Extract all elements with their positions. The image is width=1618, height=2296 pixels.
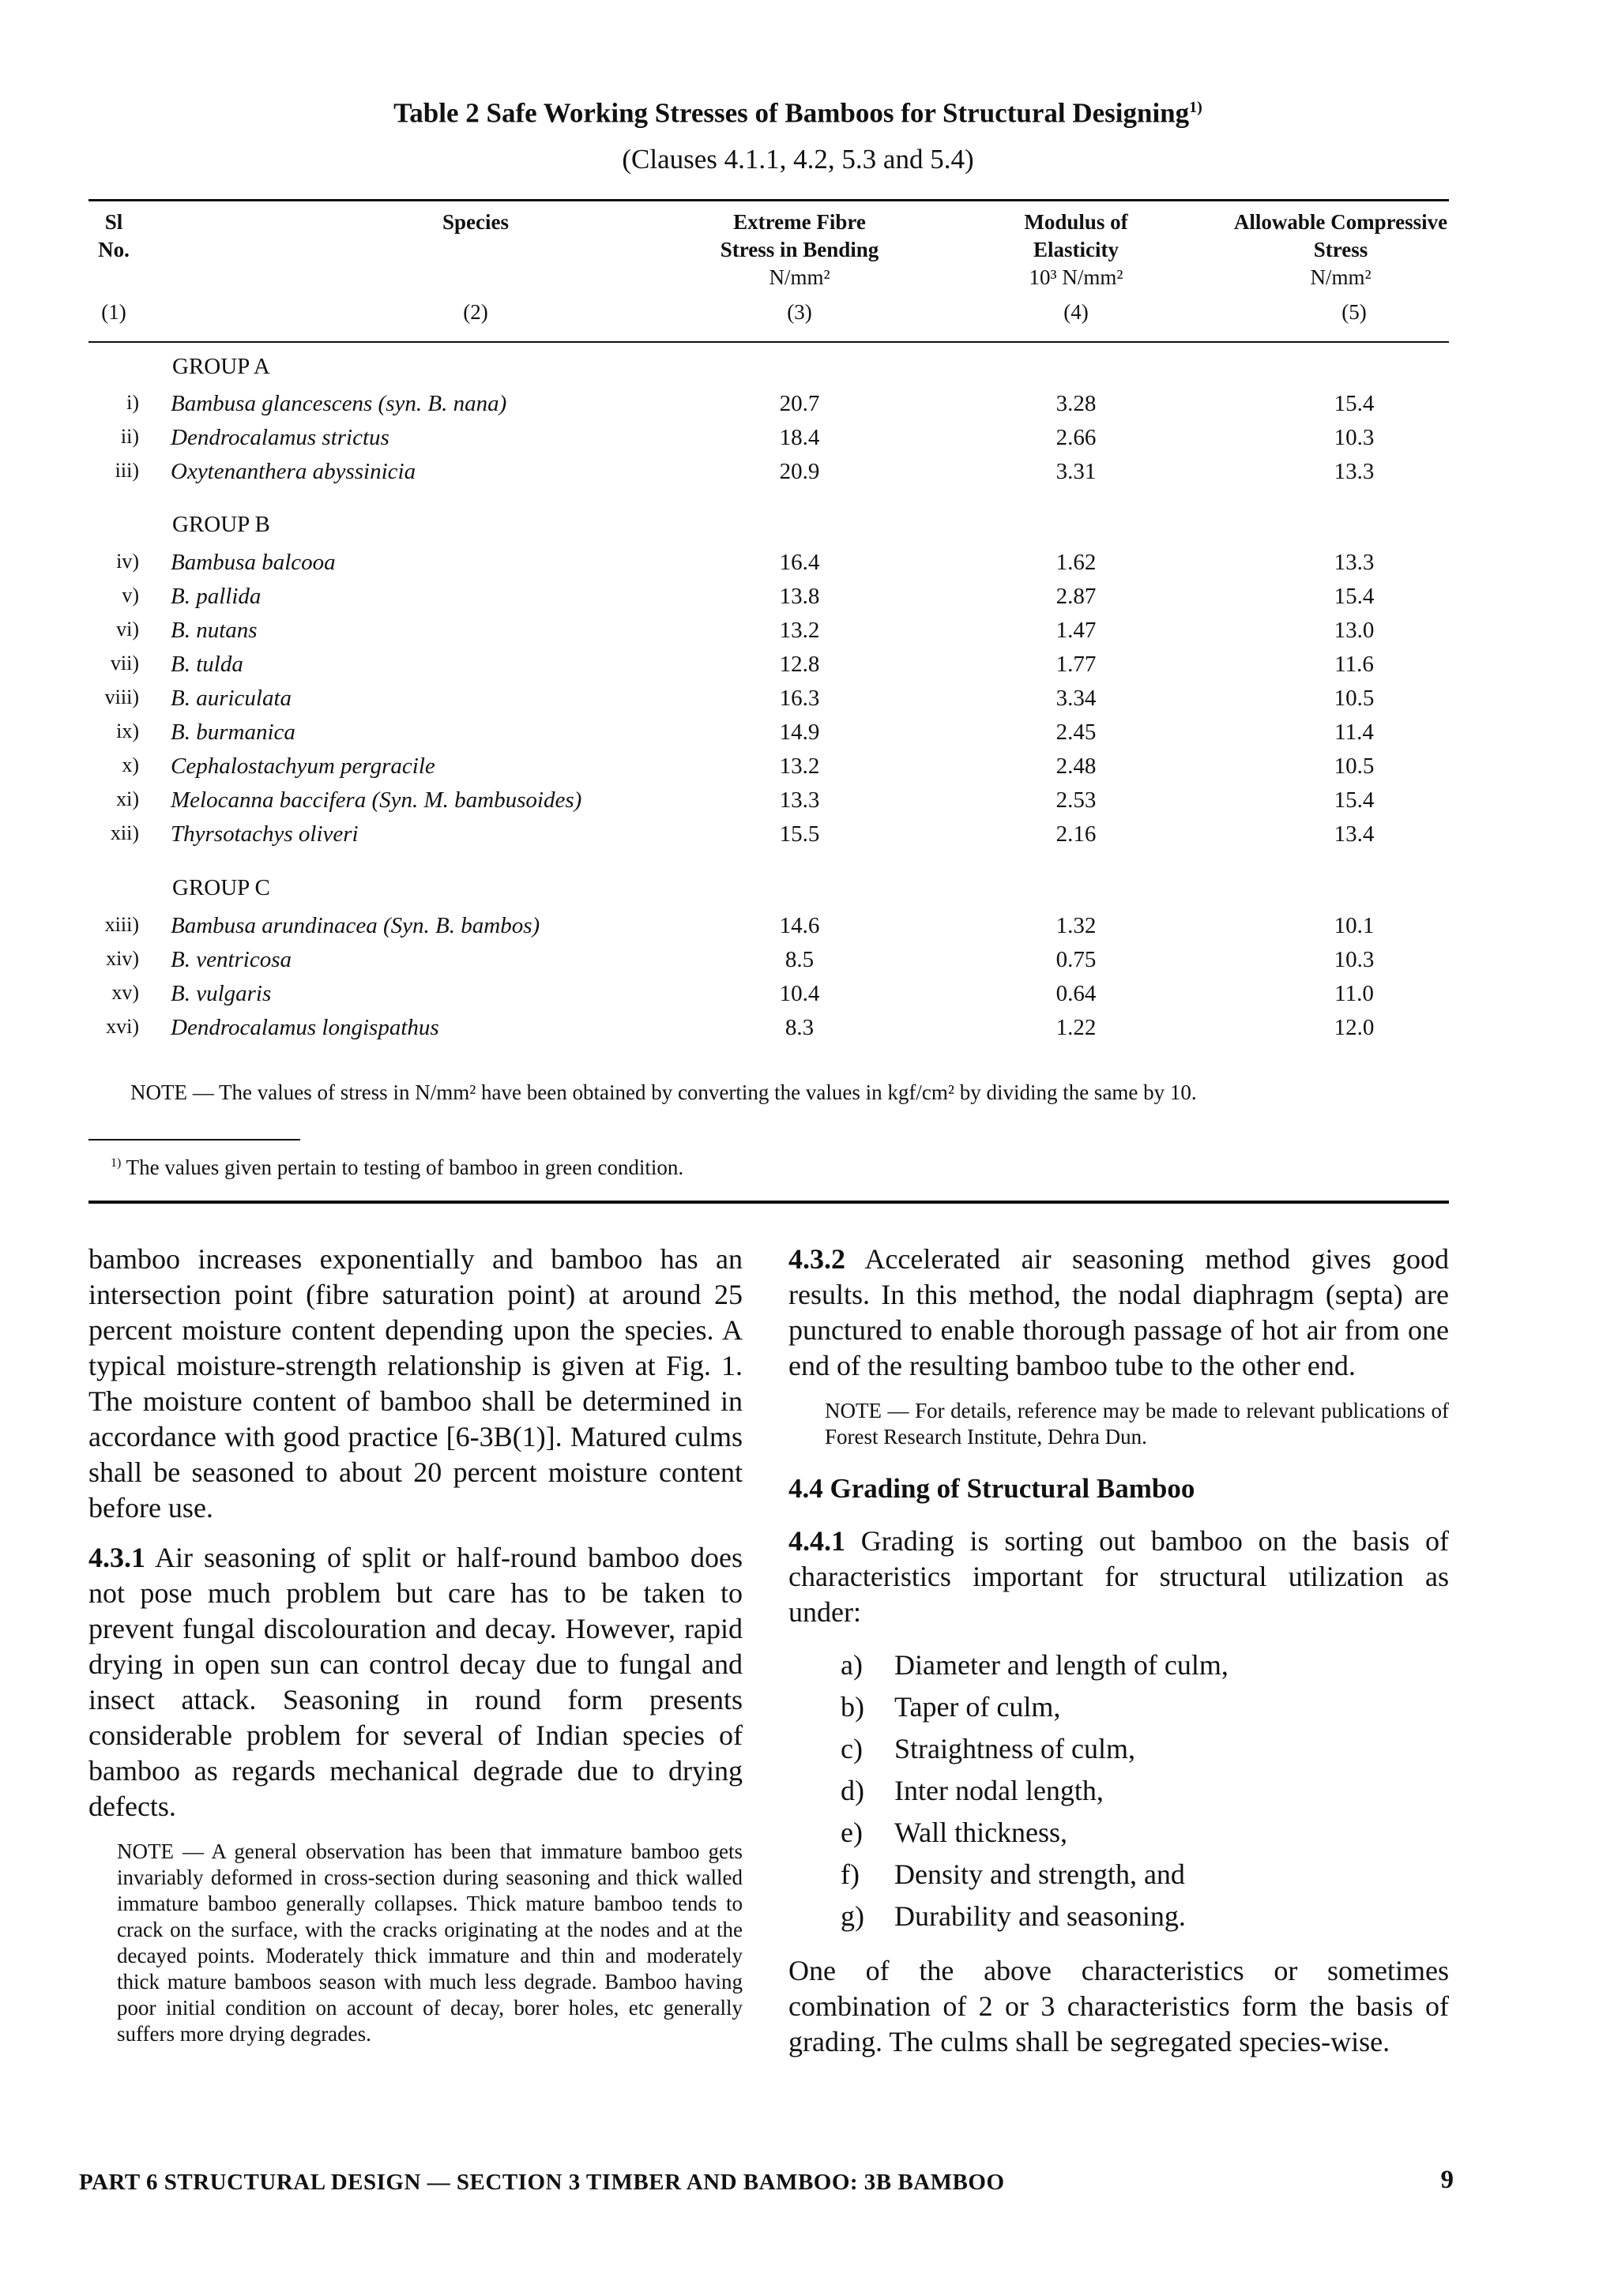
- row-elasticity: 0.64: [1055, 981, 1097, 1006]
- table-row: [88, 686, 1449, 717]
- note-forest-research: NOTE — For details, reference may be made to relevant publications of Forest Research Institute, Dehra Dun.: [825, 1399, 1449, 1449]
- list-marker: f): [841, 1858, 860, 1890]
- row-sl: viii): [104, 686, 139, 708]
- page-number: 9: [1440, 2166, 1454, 2194]
- list-marker: d): [841, 1775, 864, 1806]
- paragraph-text: Accelerated air seasoning method gives good results. In this method, the nodal diaphragm (septa) are punctured to enable thorough passage of hot air from one end of the resulting bamboo tube to the other end.: [788, 1243, 1450, 1381]
- row-compressive: 12.0: [1334, 1015, 1375, 1040]
- row-bending: 12.8: [779, 652, 820, 677]
- table-row: [88, 947, 1449, 979]
- table-top-rule: [88, 199, 1449, 201]
- paragraph-text: Air seasoning of split or half-round bamboo does not pose much problem but care has to be taken to prevent fungal discolouration and decay. However, rapid drying in open sun can control decay due to fungal and insect attack. Seasoning in round form presents considerable problem for several of Indian species of bamboo as regards mechanical degrade due to drying defects.: [88, 1542, 743, 1822]
- row-elasticity: 3.28: [1055, 391, 1097, 416]
- header-compressive: [1226, 209, 1455, 291]
- table-row: [88, 787, 1449, 819]
- paragraph-4-3-1: [88, 1540, 743, 1824]
- row-bending: 13.3: [779, 787, 820, 813]
- row-sl: xv): [111, 981, 139, 1004]
- row-species: B. pallida: [171, 584, 262, 609]
- table-row: [88, 720, 1449, 751]
- row-compressive: 11.4: [1334, 720, 1374, 745]
- row-elasticity: 2.66: [1055, 425, 1097, 450]
- note-immature-bamboo: NOTE — A general observation has been that immature bamboo gets invariably deformed in cross-section during seasoning and thick walled immature bamboo generally collapses. Thick mature bamboo tends to crack on the surface, with the cracks originating at the nodes and at the decayed points. Moderately thick immature and thin and moderately thick mature bamboos season with much less degrade. Bamboo having poor initial condition on account of decay, borer holes, etc generally suffers more drying degrades.: [117, 1839, 743, 2046]
- table-row: [88, 1015, 1449, 1047]
- list-item: [788, 1896, 1449, 1937]
- row-elasticity: 3.31: [1055, 459, 1097, 484]
- list-item: [788, 1770, 1449, 1812]
- row-species: B. ventricosa: [171, 947, 292, 972]
- header-bending-label: Extreme Fibre Stress in Bending: [720, 210, 879, 261]
- table-row: [88, 618, 1449, 649]
- paragraph-4-4-1: [788, 1524, 1449, 1630]
- paragraph-grading-basis: One of the above characteristics or sometimes combination of 2 or 3 characteristics form the basis of grading. The culms shall be segregated species-wise.: [788, 1955, 1449, 2057]
- row-bending: 20.9: [779, 459, 820, 484]
- clause-number: 4.3.2: [788, 1243, 845, 1275]
- table-title: [87, 88, 1509, 133]
- row-sl: iii): [115, 459, 139, 482]
- row-elasticity: 2.53: [1055, 787, 1097, 813]
- row-compressive: 10.5: [1334, 686, 1375, 711]
- list-text: Taper of culm,: [894, 1691, 1061, 1723]
- table-title-text: Table 2 Safe Working Stresses of Bamboos for Structural Designing: [393, 97, 1190, 129]
- col-number-2: (2): [463, 300, 488, 324]
- list-marker: b): [841, 1691, 864, 1723]
- table-clauses: (Clauses 4.1.1, 4.2, 5.3 and 5.4): [622, 143, 974, 175]
- row-elasticity: 1.47: [1055, 618, 1097, 643]
- right-column: [788, 1242, 1449, 2074]
- col-number-5: (5): [1341, 300, 1367, 324]
- row-elasticity: 1.62: [1055, 550, 1097, 575]
- header-bending-unit: N/mm²: [769, 265, 830, 289]
- group-heading: GROUP C: [172, 875, 270, 900]
- list-text: Straightness of culm,: [894, 1733, 1135, 1764]
- row-bending: 16.4: [779, 550, 820, 575]
- paragraph-text: Grading is sorting out bamboo on the basis of characteristics important for structural utilization as under:: [788, 1525, 1450, 1628]
- row-bending: 15.5: [779, 821, 820, 847]
- row-sl: x): [122, 753, 139, 776]
- clause-number: 4.4.1: [788, 1525, 845, 1557]
- row-species: B. vulgaris: [171, 981, 272, 1006]
- list-text: Diameter and length of culm,: [894, 1649, 1229, 1681]
- list-item: [788, 1644, 1449, 1686]
- table-row: [88, 391, 1449, 423]
- header-sl: Sl No.: [98, 210, 130, 261]
- list-text: Durability and seasoning.: [894, 1900, 1186, 1932]
- table-footnote: [111, 1156, 683, 1180]
- table-row: [88, 981, 1449, 1013]
- section-heading: 4.4 Grading of Structural Bamboo: [788, 1473, 1195, 1504]
- row-elasticity: 1.32: [1055, 913, 1097, 938]
- table-caption: [87, 88, 1509, 178]
- header-bending: [657, 209, 942, 291]
- list-item: [788, 1728, 1449, 1770]
- row-sl: iv): [116, 550, 139, 573]
- header-elasticity-label: Modulus of Elasticity: [1024, 210, 1128, 261]
- row-elasticity: 2.87: [1055, 584, 1097, 609]
- row-bending: 13.2: [779, 618, 820, 643]
- table-row: [88, 913, 1449, 945]
- row-species: Dendrocalamus longispathus: [171, 1015, 439, 1040]
- group-heading: GROUP B: [172, 512, 270, 537]
- table-row: [88, 459, 1449, 490]
- row-bending: 14.6: [779, 913, 820, 938]
- list-text: Wall thickness,: [894, 1817, 1068, 1848]
- col-number-4: (4): [1063, 300, 1089, 324]
- row-species: Melocanna baccifera (Syn. M. bambusoides): [171, 787, 582, 813]
- row-species: B. tulda: [171, 652, 243, 677]
- row-sl: xvi): [106, 1015, 139, 1038]
- row-elasticity: 2.48: [1055, 753, 1097, 779]
- grading-list: [788, 1644, 1449, 1937]
- row-compressive: 13.4: [1334, 821, 1375, 847]
- row-species: B. nutans: [171, 618, 258, 643]
- list-item: [788, 1686, 1449, 1728]
- row-bending: 18.4: [779, 425, 820, 450]
- row-compressive: 11.0: [1334, 981, 1374, 1006]
- row-compressive: 15.4: [1334, 584, 1375, 609]
- header-elasticity-unit: 10³ N/mm²: [1029, 265, 1123, 289]
- row-species: Bambusa balcooa: [171, 550, 336, 575]
- row-species: B. auriculata: [171, 686, 292, 711]
- row-bending: 13.8: [779, 584, 820, 609]
- row-bending: 8.5: [785, 947, 815, 972]
- footnote-rule: [88, 1139, 300, 1140]
- table-row: [88, 425, 1449, 457]
- table-note: NOTE — The values of stress in N/mm² have been obtained by converting the values in kgf/cm² by dividing the same by 10.: [130, 1080, 1197, 1104]
- list-marker: c): [841, 1733, 863, 1764]
- row-sl: xiii): [104, 913, 139, 936]
- row-compressive: 10.3: [1334, 947, 1375, 972]
- row-sl: xi): [116, 787, 139, 810]
- header-species: Species: [442, 210, 509, 234]
- row-elasticity: 2.16: [1055, 821, 1097, 847]
- table-header-rule: [88, 341, 1449, 343]
- row-compressive: 13.0: [1334, 618, 1375, 643]
- row-species: Thyrsotachys oliveri: [171, 821, 359, 847]
- row-bending: 16.3: [779, 686, 820, 711]
- table-row: [88, 753, 1449, 785]
- row-bending: 14.9: [779, 720, 820, 745]
- row-bending: 13.2: [779, 753, 820, 779]
- left-column: [88, 1242, 743, 2061]
- row-compressive: 11.6: [1334, 652, 1374, 677]
- row-elasticity: 1.22: [1055, 1015, 1097, 1040]
- list-marker: a): [841, 1649, 863, 1681]
- list-item: [788, 1854, 1449, 1896]
- col-number-3: (3): [787, 300, 812, 324]
- row-sl: vii): [110, 652, 139, 675]
- table-title-footnote-mark: 1): [1189, 99, 1202, 116]
- header-compressive-label: Allowable Compressive Stress: [1233, 210, 1448, 261]
- clause-number: 4.3.1: [88, 1542, 145, 1573]
- row-compressive: 10.5: [1334, 753, 1375, 779]
- table-bottom-rule: [88, 1201, 1449, 1204]
- paragraph-moisture: bamboo increases exponentially and bamboo has an intersection point (fibre saturation point) at around 25 percent moisture content depending upon the species. A typical moisture-strength relationship is given at Fig. 1. The moisture content of bamboo shall be determined in accordance with good practice [6-3B(1)]. Matured culms shall be seasoned to about 20 percent moisture content before use.: [88, 1243, 743, 1524]
- table-row: [88, 821, 1449, 853]
- row-elasticity: 0.75: [1055, 947, 1097, 972]
- list-text: Inter nodal length,: [894, 1775, 1104, 1806]
- footnote-mark: 1): [111, 1156, 122, 1170]
- row-bending: 8.3: [785, 1015, 815, 1040]
- footnote-text: The values given pertain to testing of bamboo in green condition.: [126, 1156, 684, 1179]
- row-sl: i): [126, 391, 139, 414]
- table-row: [88, 584, 1449, 615]
- row-compressive: 10.1: [1334, 913, 1375, 938]
- page-footer: PART 6 STRUCTURAL DESIGN — SECTION 3 TIMBER AND BAMBOO: 3B BAMBOO: [79, 2170, 1005, 2195]
- row-compressive: 15.4: [1334, 787, 1375, 813]
- row-compressive: 10.3: [1334, 425, 1375, 450]
- row-species: Cephalostachyum pergracile: [171, 753, 435, 779]
- row-species: Bambusa arundinacea (Syn. B. bambos): [171, 913, 540, 938]
- table-row: [88, 652, 1449, 683]
- row-sl: xiv): [106, 947, 139, 970]
- list-marker: e): [841, 1817, 863, 1848]
- row-sl: vi): [116, 618, 139, 641]
- row-sl: ii): [120, 425, 139, 448]
- row-compressive: 13.3: [1334, 550, 1375, 575]
- row-elasticity: 2.45: [1055, 720, 1097, 745]
- list-text: Density and strength, and: [894, 1858, 1185, 1890]
- row-bending: 20.7: [779, 391, 820, 416]
- paragraph-4-3-2: [788, 1242, 1449, 1384]
- row-species: Bambusa glancescens (syn. B. nana): [171, 391, 507, 416]
- row-compressive: 15.4: [1334, 391, 1375, 416]
- row-species: Dendrocalamus strictus: [171, 425, 389, 450]
- list-item: [788, 1812, 1449, 1854]
- row-bending: 10.4: [779, 981, 820, 1006]
- row-species: B. burmanica: [171, 720, 295, 745]
- list-marker: g): [841, 1900, 864, 1932]
- group-heading: GROUP A: [172, 354, 270, 379]
- row-sl: ix): [116, 720, 139, 742]
- header-compressive-unit: N/mm²: [1310, 265, 1372, 289]
- row-compressive: 13.3: [1334, 459, 1375, 484]
- row-sl: v): [122, 584, 139, 607]
- row-elasticity: 1.77: [1055, 652, 1097, 677]
- col-number-1: (1): [101, 300, 126, 324]
- row-sl: xii): [110, 821, 139, 844]
- row-species: Oxytenanthera abyssinicia: [171, 459, 416, 484]
- header-elasticity: [958, 209, 1195, 291]
- row-elasticity: 3.34: [1055, 686, 1097, 711]
- table-row: [88, 550, 1449, 581]
